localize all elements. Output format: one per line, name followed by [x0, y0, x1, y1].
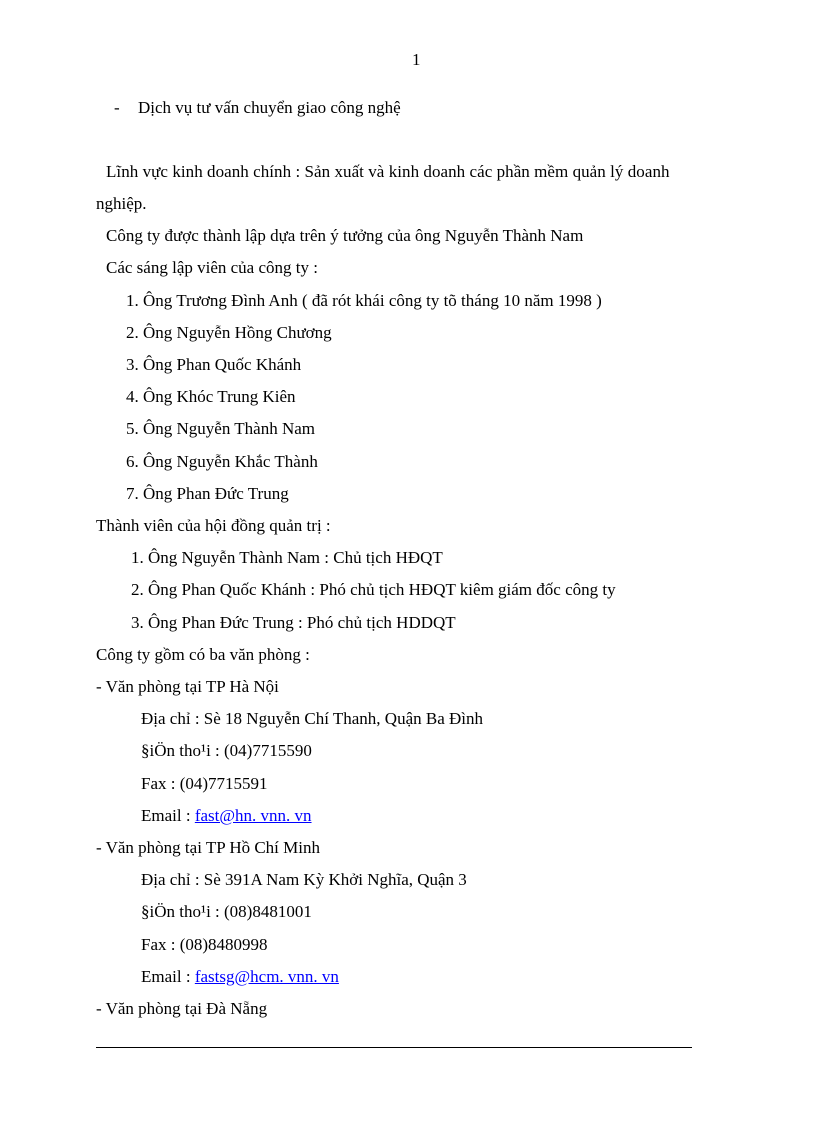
office-phone: §iÖn tho¹i : (08)8481001: [141, 902, 312, 921]
office-address: Địa chỉ : Sè 391A Nam Kỳ Khởi Nghĩa, Quận 3: [141, 870, 467, 889]
list-item: 5. Ông Nguyễn Thành Nam: [126, 419, 316, 438]
founded-text: Công ty được thành lập dựa trên ý tưởng của ông Nguyễn Thành Nam: [106, 226, 584, 245]
footer-rule: [96, 1047, 692, 1048]
list-item: 2. Ông Nguyễn Hồng Chương: [126, 323, 332, 342]
office-phone: §iÖn tho¹i : (04)7715590: [141, 741, 312, 760]
office-title: - Văn phòng tại Đà Nẵng: [96, 999, 268, 1018]
email-label: Email :: [141, 967, 195, 986]
office-title: - Văn phòng tại TP Hồ Chí Minh: [96, 838, 320, 857]
email-link[interactable]: fastsg@hcm. vnn. vn: [194, 967, 339, 986]
founders-heading: Các sáng lập viên của công ty :: [106, 258, 318, 277]
business-field-line1: Lĩnh vực kinh doanh chính : Sản xuất và kinh doanh các phần mềm quản lý doanh: [106, 162, 670, 181]
business-field-line2: nghiệp.: [96, 194, 147, 213]
list-item: 7. Ông Phan Đức Trung: [126, 484, 289, 503]
office-address: Địa chỉ : Sè 18 Nguyễn Chí Thanh, Quận Ba Đình: [141, 709, 484, 728]
office-fax: Fax : (08)8480998: [141, 935, 268, 954]
list-item: 1. Ông Trương Đình Anh ( đã rót khái công ty tõ tháng 10 năm 1998 ): [126, 291, 602, 310]
list-item: 6. Ông Nguyễn Khắc Thành: [126, 452, 318, 471]
board-heading: Thành viên của hội đồng quản trị :: [96, 516, 331, 535]
office-fax: Fax : (04)7715591: [141, 774, 268, 793]
list-item: 4. Ông Khóc Trung Kiên: [126, 387, 296, 406]
page-number: 1: [412, 50, 421, 69]
list-item: 1. Ông Nguyễn Thành Nam : Chủ tịch HĐQT: [131, 548, 443, 567]
office-title: - Văn phòng tại TP Hà Nội: [96, 677, 279, 696]
office-email-row: [141, 967, 339, 987]
list-item: 3. Ông Phan Quốc Khánh: [126, 355, 302, 374]
list-item: 3. Ông Phan Đức Trung : Phó chủ tịch HDDQT: [131, 613, 456, 632]
offices-heading: Công ty gồm có ba văn phòng :: [96, 645, 310, 664]
bullet-marker: -: [114, 98, 120, 117]
office-email-row: [141, 806, 312, 826]
email-link[interactable]: fast@hn. vnn. vn: [194, 806, 312, 825]
bullet-text: Dịch vụ tư vấn chuyển giao công nghệ: [138, 98, 401, 117]
email-label: Email :: [141, 806, 195, 825]
list-item: 2. Ông Phan Quốc Khánh : Phó chủ tịch HĐQT kiêm giám đốc công ty: [131, 580, 616, 599]
